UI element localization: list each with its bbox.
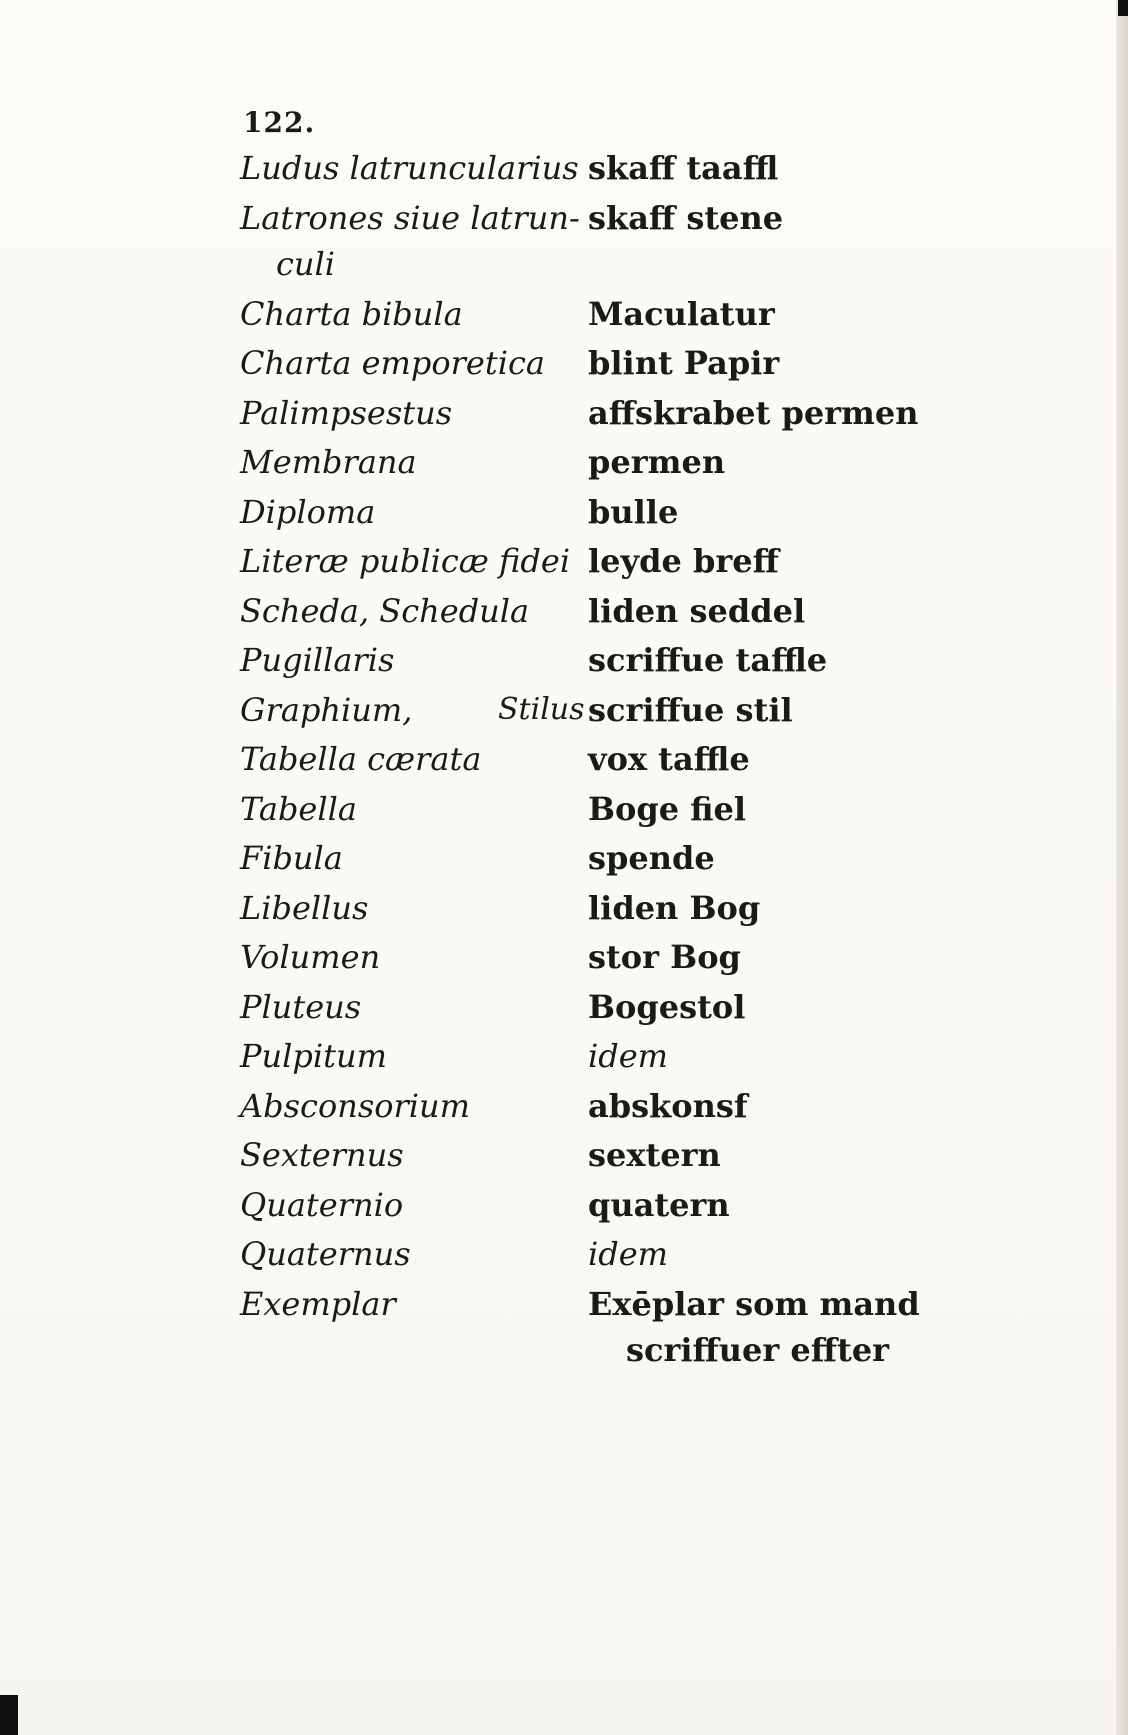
glossary-entry <box>240 393 1000 443</box>
glossary-entry <box>240 789 1000 839</box>
vernacular-term: leyde breff <box>588 542 779 580</box>
latin-term: Pulpitum <box>240 1037 387 1075</box>
vernacular-term: abskonsf <box>588 1086 748 1125</box>
latin-term: Charta emporetica <box>240 344 545 382</box>
glossary-entry <box>240 198 1000 294</box>
vernacular-term: scriffue taffle <box>588 641 828 679</box>
glossary-entry <box>240 442 1000 492</box>
vernacular-term: Exēplar som mand <box>588 1284 920 1323</box>
vernacular-term: permen <box>588 443 726 481</box>
vernacular-term: affskrabet permen <box>588 393 919 432</box>
latin-term: Volumen <box>240 938 381 976</box>
glossary-entry <box>240 541 1000 591</box>
vernacular-term: liden seddel <box>588 591 806 630</box>
latin-term: Pluteus <box>240 987 362 1026</box>
latin-term: Ludus latruncularius <box>240 149 579 187</box>
latin-term: Palimpsestus <box>240 393 453 432</box>
latin-term: Graphium, <box>240 690 413 729</box>
latin-term: Sexternus <box>240 1136 404 1174</box>
vernacular-term: bulle <box>588 492 679 531</box>
vernacular-term: Maculatur <box>588 294 775 333</box>
latin-term: Latrones siue latrun- <box>240 198 580 237</box>
glossary-entry <box>240 690 1000 740</box>
glossary-entry <box>240 1284 1000 1369</box>
glossary-entry <box>240 640 1000 690</box>
glossary-entry <box>240 838 1000 888</box>
vernacular-term: liden Bog <box>588 888 761 927</box>
vernacular-term-continuation: scriffuer effter <box>626 1330 890 1369</box>
vernacular-term: Bogestol <box>588 987 746 1026</box>
latin-term: Tabella cærata <box>240 740 482 778</box>
latin-term: Quaternio <box>240 1185 404 1224</box>
latin-term: Fibula <box>240 839 343 877</box>
glossary-entry <box>240 987 1000 1037</box>
vernacular-term: spende <box>588 839 715 877</box>
glossary-entry <box>240 1036 1000 1086</box>
glossary-entry <box>240 1185 1000 1235</box>
latin-term: Absconsorium <box>240 1086 470 1125</box>
vernacular-term: idem <box>588 1037 668 1075</box>
glossary-entry <box>240 294 1000 344</box>
page-number: 122. <box>243 106 316 139</box>
latin-term: Exemplar <box>240 1284 396 1323</box>
latin-term: Libellus <box>240 888 369 927</box>
scan-corner-mark <box>1118 0 1128 16</box>
latin-term-alternate: Stilus <box>498 691 585 727</box>
vernacular-term: idem <box>588 1235 668 1273</box>
glossary-entry <box>240 739 1000 789</box>
vernacular-term: sextern <box>588 1136 721 1174</box>
glossary-entry <box>240 888 1000 938</box>
vernacular-term: vox taffle <box>588 740 750 778</box>
vernacular-term: scriffue stil <box>588 690 793 729</box>
vernacular-term: Boge fiel <box>588 789 747 828</box>
latin-term: Tabella <box>240 789 357 828</box>
latin-term: Quaternus <box>240 1235 411 1273</box>
glossary-entry <box>240 492 1000 542</box>
glossary-list <box>240 148 1000 1369</box>
vernacular-term: quatern <box>588 1185 730 1224</box>
glossary-entry <box>240 148 1000 198</box>
latin-term: Membrana <box>240 443 417 481</box>
latin-term: Pugillaris <box>240 641 395 679</box>
vernacular-term: blint Papir <box>588 344 780 382</box>
glossary-entry <box>240 1086 1000 1136</box>
latin-term: Scheda, Schedula <box>240 591 530 630</box>
glossary-entry <box>240 1135 1000 1185</box>
glossary-entry <box>240 937 1000 987</box>
vernacular-term: skaff taaffl <box>588 149 779 187</box>
glossary-entry <box>240 1234 1000 1284</box>
latin-term: Charta bibula <box>240 294 463 333</box>
latin-term: Literæ publicæ fidei <box>240 542 571 580</box>
glossary-entry <box>240 591 1000 641</box>
vernacular-term: skaff stene <box>588 198 784 237</box>
latin-term: Diploma <box>240 492 376 531</box>
latin-term-continuation: culi <box>276 244 335 283</box>
glossary-entry <box>240 343 1000 393</box>
vernacular-term: stor Bog <box>588 938 741 976</box>
scan-corner-mark <box>0 1695 18 1735</box>
page-edge <box>1116 0 1128 1735</box>
